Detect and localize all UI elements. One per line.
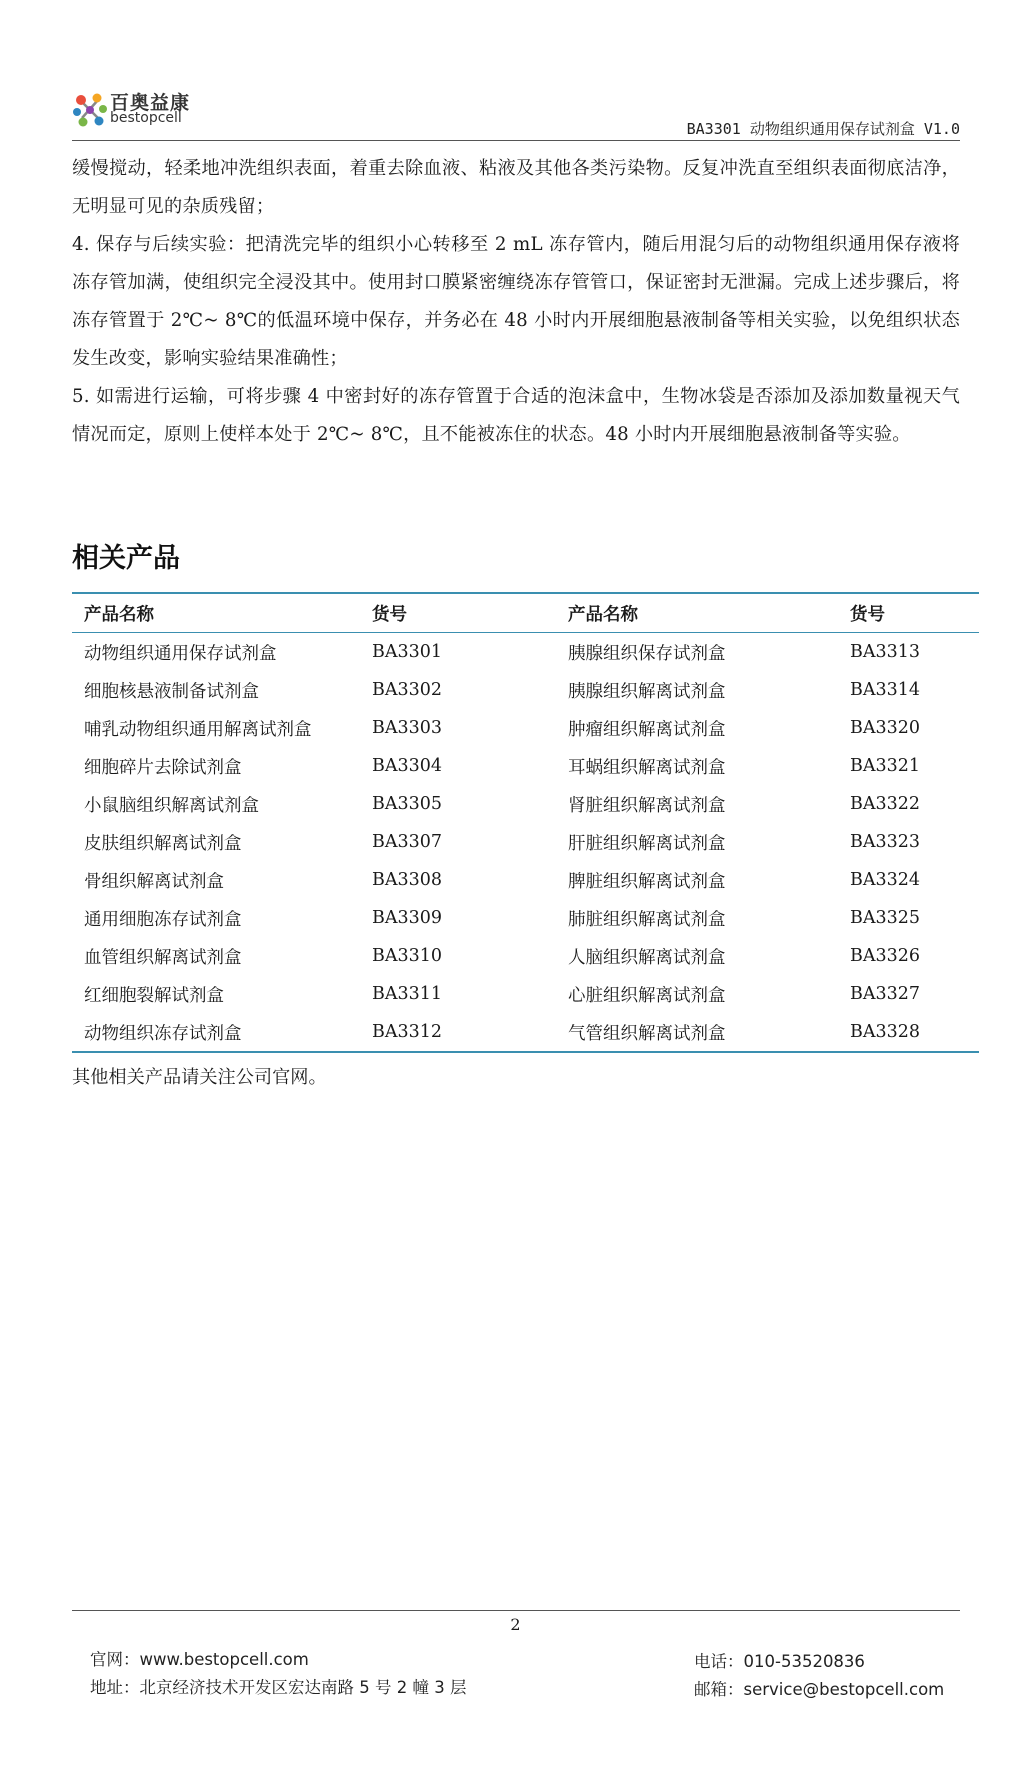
table-cell: BA3328 bbox=[850, 1022, 921, 1042]
column-header: 货号 bbox=[850, 604, 885, 625]
table-cell: 脾脏组织解离试剂盒 bbox=[568, 871, 726, 892]
table-cell: BA3327 bbox=[850, 984, 921, 1004]
table-cell: 红细胞裂解试剂盒 bbox=[84, 985, 224, 1006]
table-row bbox=[72, 709, 979, 747]
column-header: 产品名称 bbox=[568, 604, 638, 625]
table-cell: 肾脏组织解离试剂盒 bbox=[568, 795, 726, 816]
company-logo bbox=[72, 88, 212, 128]
table-cell: 气管组织解离试剂盒 bbox=[568, 1023, 726, 1044]
table-cell: BA3310 bbox=[372, 946, 443, 966]
table-row bbox=[72, 1013, 979, 1052]
table-cell: 动物组织冻存试剂盒 bbox=[84, 1023, 242, 1044]
table-cell: BA3303 bbox=[372, 718, 443, 738]
footer-website[interactable]: 官网：www.bestopcell.com bbox=[90, 1650, 309, 1669]
table-cell: BA3312 bbox=[372, 1022, 443, 1042]
table-cell: BA3326 bbox=[850, 946, 921, 966]
table-cell: BA3307 bbox=[372, 832, 443, 852]
table-cell: 肝脏组织解离试剂盒 bbox=[568, 833, 726, 854]
table-row bbox=[72, 823, 979, 861]
table-cell: 人脑组织解离试剂盒 bbox=[568, 947, 726, 968]
header-divider bbox=[72, 140, 960, 141]
logo-text-cn: 百奥益康 bbox=[110, 92, 191, 114]
table-row bbox=[72, 975, 979, 1013]
footer-phone: 电话：010-53520836 bbox=[694, 1652, 865, 1671]
related-products-note: 其他相关产品请关注公司官网。 bbox=[72, 1067, 327, 1088]
paragraph: 缓慢搅动，轻柔地冲洗组织表面，着重去除血液、粘液及其他各类污染物。反复冲洗直至组织表面彻底洁净，无明显可见的杂质残留； bbox=[72, 158, 960, 217]
page-header bbox=[72, 88, 960, 144]
table-row bbox=[72, 937, 979, 975]
table-cell: BA3304 bbox=[372, 756, 443, 776]
table-cell: 胰腺组织保存试剂盒 bbox=[568, 643, 726, 664]
table-cell: 通用细胞冻存试剂盒 bbox=[84, 909, 242, 930]
column-header: 产品名称 bbox=[84, 604, 154, 625]
table-cell: BA3325 bbox=[850, 908, 921, 928]
table-cell: 肿瘤组织解离试剂盒 bbox=[568, 719, 726, 740]
table-cell: 胰腺组织解离试剂盒 bbox=[568, 681, 726, 702]
table-cell: BA3305 bbox=[372, 794, 443, 814]
logo-text-en: bestopcell bbox=[110, 110, 182, 126]
page-number: 2 bbox=[510, 1615, 521, 1634]
table-cell: BA3321 bbox=[850, 756, 921, 776]
table-cell: 肺脏组织解离试剂盒 bbox=[568, 909, 726, 930]
paragraph: 5. 如需进行运输，可将步骤 4 中密封好的冻存管置于合适的泡沫盒中，生物冰袋是否添加及添加数量视天气情况而定，原则上使样本处于 2℃~ 8℃，且不能被冻住的状态。48 小时内开展细胞悬液制备等实验。 bbox=[72, 386, 960, 445]
section-title-related-products: 相关产品 bbox=[72, 543, 180, 574]
paragraph: 4. 保存与后续实验：把清洗完毕的组织小心转移至 2 mL 冻存管内，随后用混匀后的动物组织通用保存液将冻存管加满，使组织完全浸没其中。使用封口膜紧密缠绕冻存管管口，保证密封无泄漏。完成上述步骤后，将冻存管置于 2℃~ 8℃的低温环境中保存，并务必在 48 小时内开展细胞悬液制备等相关实验，以免组织状态发生改变，影响实验结果准确性； bbox=[72, 234, 960, 369]
footer-email[interactable]: 邮箱：service@bestopcell.com bbox=[694, 1680, 945, 1699]
column-header: 货号 bbox=[372, 604, 407, 625]
table-cell: 哺乳动物组织通用解离试剂盒 bbox=[84, 719, 312, 740]
table-cell: BA3311 bbox=[372, 984, 443, 1004]
table-row bbox=[72, 899, 979, 937]
table-cell: 小鼠脑组织解离试剂盒 bbox=[84, 795, 259, 816]
document-title: BA3301 动物组织通用保存试剂盒 V1.0 bbox=[686, 120, 960, 138]
table-cell: BA3308 bbox=[372, 870, 443, 890]
table-cell: 皮肤组织解离试剂盒 bbox=[84, 833, 242, 854]
table-cell: 细胞核悬液制备试剂盒 bbox=[84, 681, 259, 702]
table-row bbox=[72, 671, 979, 709]
related-products-table bbox=[72, 592, 979, 1053]
footer-divider bbox=[72, 1610, 960, 1611]
table-cell: 血管组织解离试剂盒 bbox=[84, 947, 242, 968]
table-cell: BA3313 bbox=[850, 642, 921, 662]
body-text bbox=[72, 150, 960, 454]
table-cell: BA3309 bbox=[372, 908, 443, 928]
table-cell: 耳蜗组织解离试剂盒 bbox=[568, 757, 726, 778]
footer-address: 地址：北京经济技术开发区宏达南路 5 号 2 幢 3 层 bbox=[90, 1678, 467, 1697]
table-cell: BA3323 bbox=[850, 832, 921, 852]
table-cell: BA3324 bbox=[850, 870, 921, 890]
table-row bbox=[72, 747, 979, 785]
table-cell: BA3320 bbox=[850, 718, 921, 738]
table-row bbox=[72, 633, 979, 672]
table-cell: 动物组织通用保存试剂盒 bbox=[84, 643, 277, 664]
table-cell: BA3314 bbox=[850, 680, 921, 700]
table-cell: BA3302 bbox=[372, 680, 443, 700]
table-cell: BA3322 bbox=[850, 794, 921, 814]
table-cell: 骨组织解离试剂盒 bbox=[84, 871, 224, 892]
table-cell: BA3301 bbox=[372, 642, 443, 662]
table-header-row bbox=[72, 593, 979, 633]
table-row bbox=[72, 861, 979, 899]
table-row bbox=[72, 785, 979, 823]
table-cell: 细胞碎片去除试剂盒 bbox=[84, 757, 242, 778]
table-cell: 心脏组织解离试剂盒 bbox=[568, 985, 726, 1006]
logo-dots-icon bbox=[72, 92, 108, 128]
